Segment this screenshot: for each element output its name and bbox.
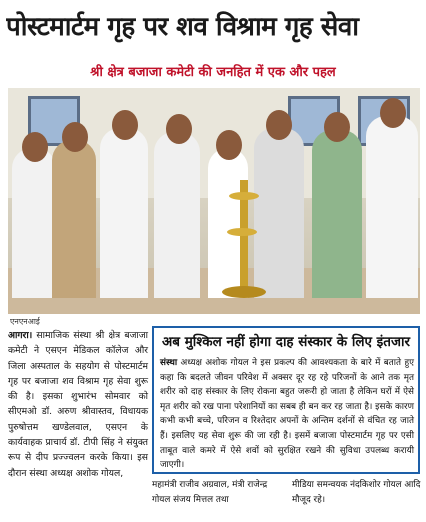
info-box: [152, 326, 420, 474]
article-bottom-column-1: महामंत्री राजीव अग्रवाल, मंत्री राजेन्द्र गोयल संजय मित्तल तथा: [152, 480, 268, 505]
photo-person-head: [112, 110, 138, 140]
article-left-column: [8, 328, 148, 481]
photo-person-head: [62, 122, 88, 152]
photo-person-head: [324, 112, 350, 142]
article-bottom-column-2: मीडिया समन्वयक नंदकिशोर गोयल आदि मौजूद रहे।: [292, 480, 421, 505]
photo-person: [312, 130, 362, 298]
photo-person: [52, 140, 96, 298]
dateline: आगरा।: [8, 330, 33, 341]
photo-credit: एनएनआई: [10, 317, 40, 326]
photo-person: [366, 116, 418, 298]
photo-person: [12, 148, 56, 298]
news-photo: [8, 88, 420, 314]
brass-lamp-base: [222, 286, 266, 298]
photo-person-head: [166, 114, 192, 144]
headline: पोस्टमार्टम गृह पर शव विश्राम गृह सेवा: [6, 12, 359, 42]
photo-person: [154, 132, 200, 298]
info-box-text: अध्यक्ष अशोक गोयल ने इस प्रकल्प की आवश्यकता के बारे में बताते हुए कहा कि बदलते जीवन परिवेश में अक्सर दूर रह रहे परिजनों के आने तक मृत शरीर को दाह संस्कार के लिए रोकना बहुत जरूरी हो जाता है लेकिन घरों में ऐसे मृत शरीर को रख पाना परेशानियों का सबब ही बन कर रह जाता है। इसके कारण कभी कभी बच्चे, परिजन व रिश्तेदार अपनों के अन्तिम दर्शनों से वंचित रह जाते हैं। इसलिए यह सेवा शुरू की जा रही है। इसमें बजाजा पोस्टमार्टम गृह पर एसी ताबूत वाले कमरे में ऐसे शवों को सुरक्षित रखने की सुविधा उपलब्ध करायी जाएगी।: [160, 358, 414, 471]
info-box-body: [160, 356, 414, 473]
brass-lamp-tier: [227, 228, 257, 236]
info-box-title: अब मुश्किल नहीं होगा दाह संस्कार के लिए इंतजार: [161, 334, 411, 350]
photo-person-head: [22, 132, 48, 162]
left-column-text: सामाजिक संस्था श्री क्षेत्र बजाजा कमेटी ने एसएन मेडिकल कॉलेज और जिला अस्पताल के सहयोग से पोस्टमार्टम गृह पर बजाजा शव विश्राम गृह सेवा शुरू की है। इसका शुभारंभ सोमवार को सीएमओ डॉ. अरुण श्रीवास्तव, विधायक पुरुषोत्तम खण्डेलवाल, एसएन के कार्यवाहक प्राचार्य डॉ. टीपी सिंह ने संयुक्त रूप से दीप प्रज्ज्वलन करके किया। इस दौरान संस्था अध्यक्ष अशोक गोयल,: [8, 330, 149, 479]
subheadline: श्री क्षेत्र बजाजा कमेटी की जनहित में एक और पहल: [90, 65, 336, 80]
photo-person: [254, 128, 304, 298]
photo-person-head: [216, 130, 242, 160]
photo-person-head: [266, 110, 292, 140]
brass-lamp-tier: [229, 192, 259, 200]
photo-person-head: [380, 98, 406, 128]
info-box-lead: संस्था: [160, 358, 178, 368]
photo-person: [100, 128, 148, 298]
